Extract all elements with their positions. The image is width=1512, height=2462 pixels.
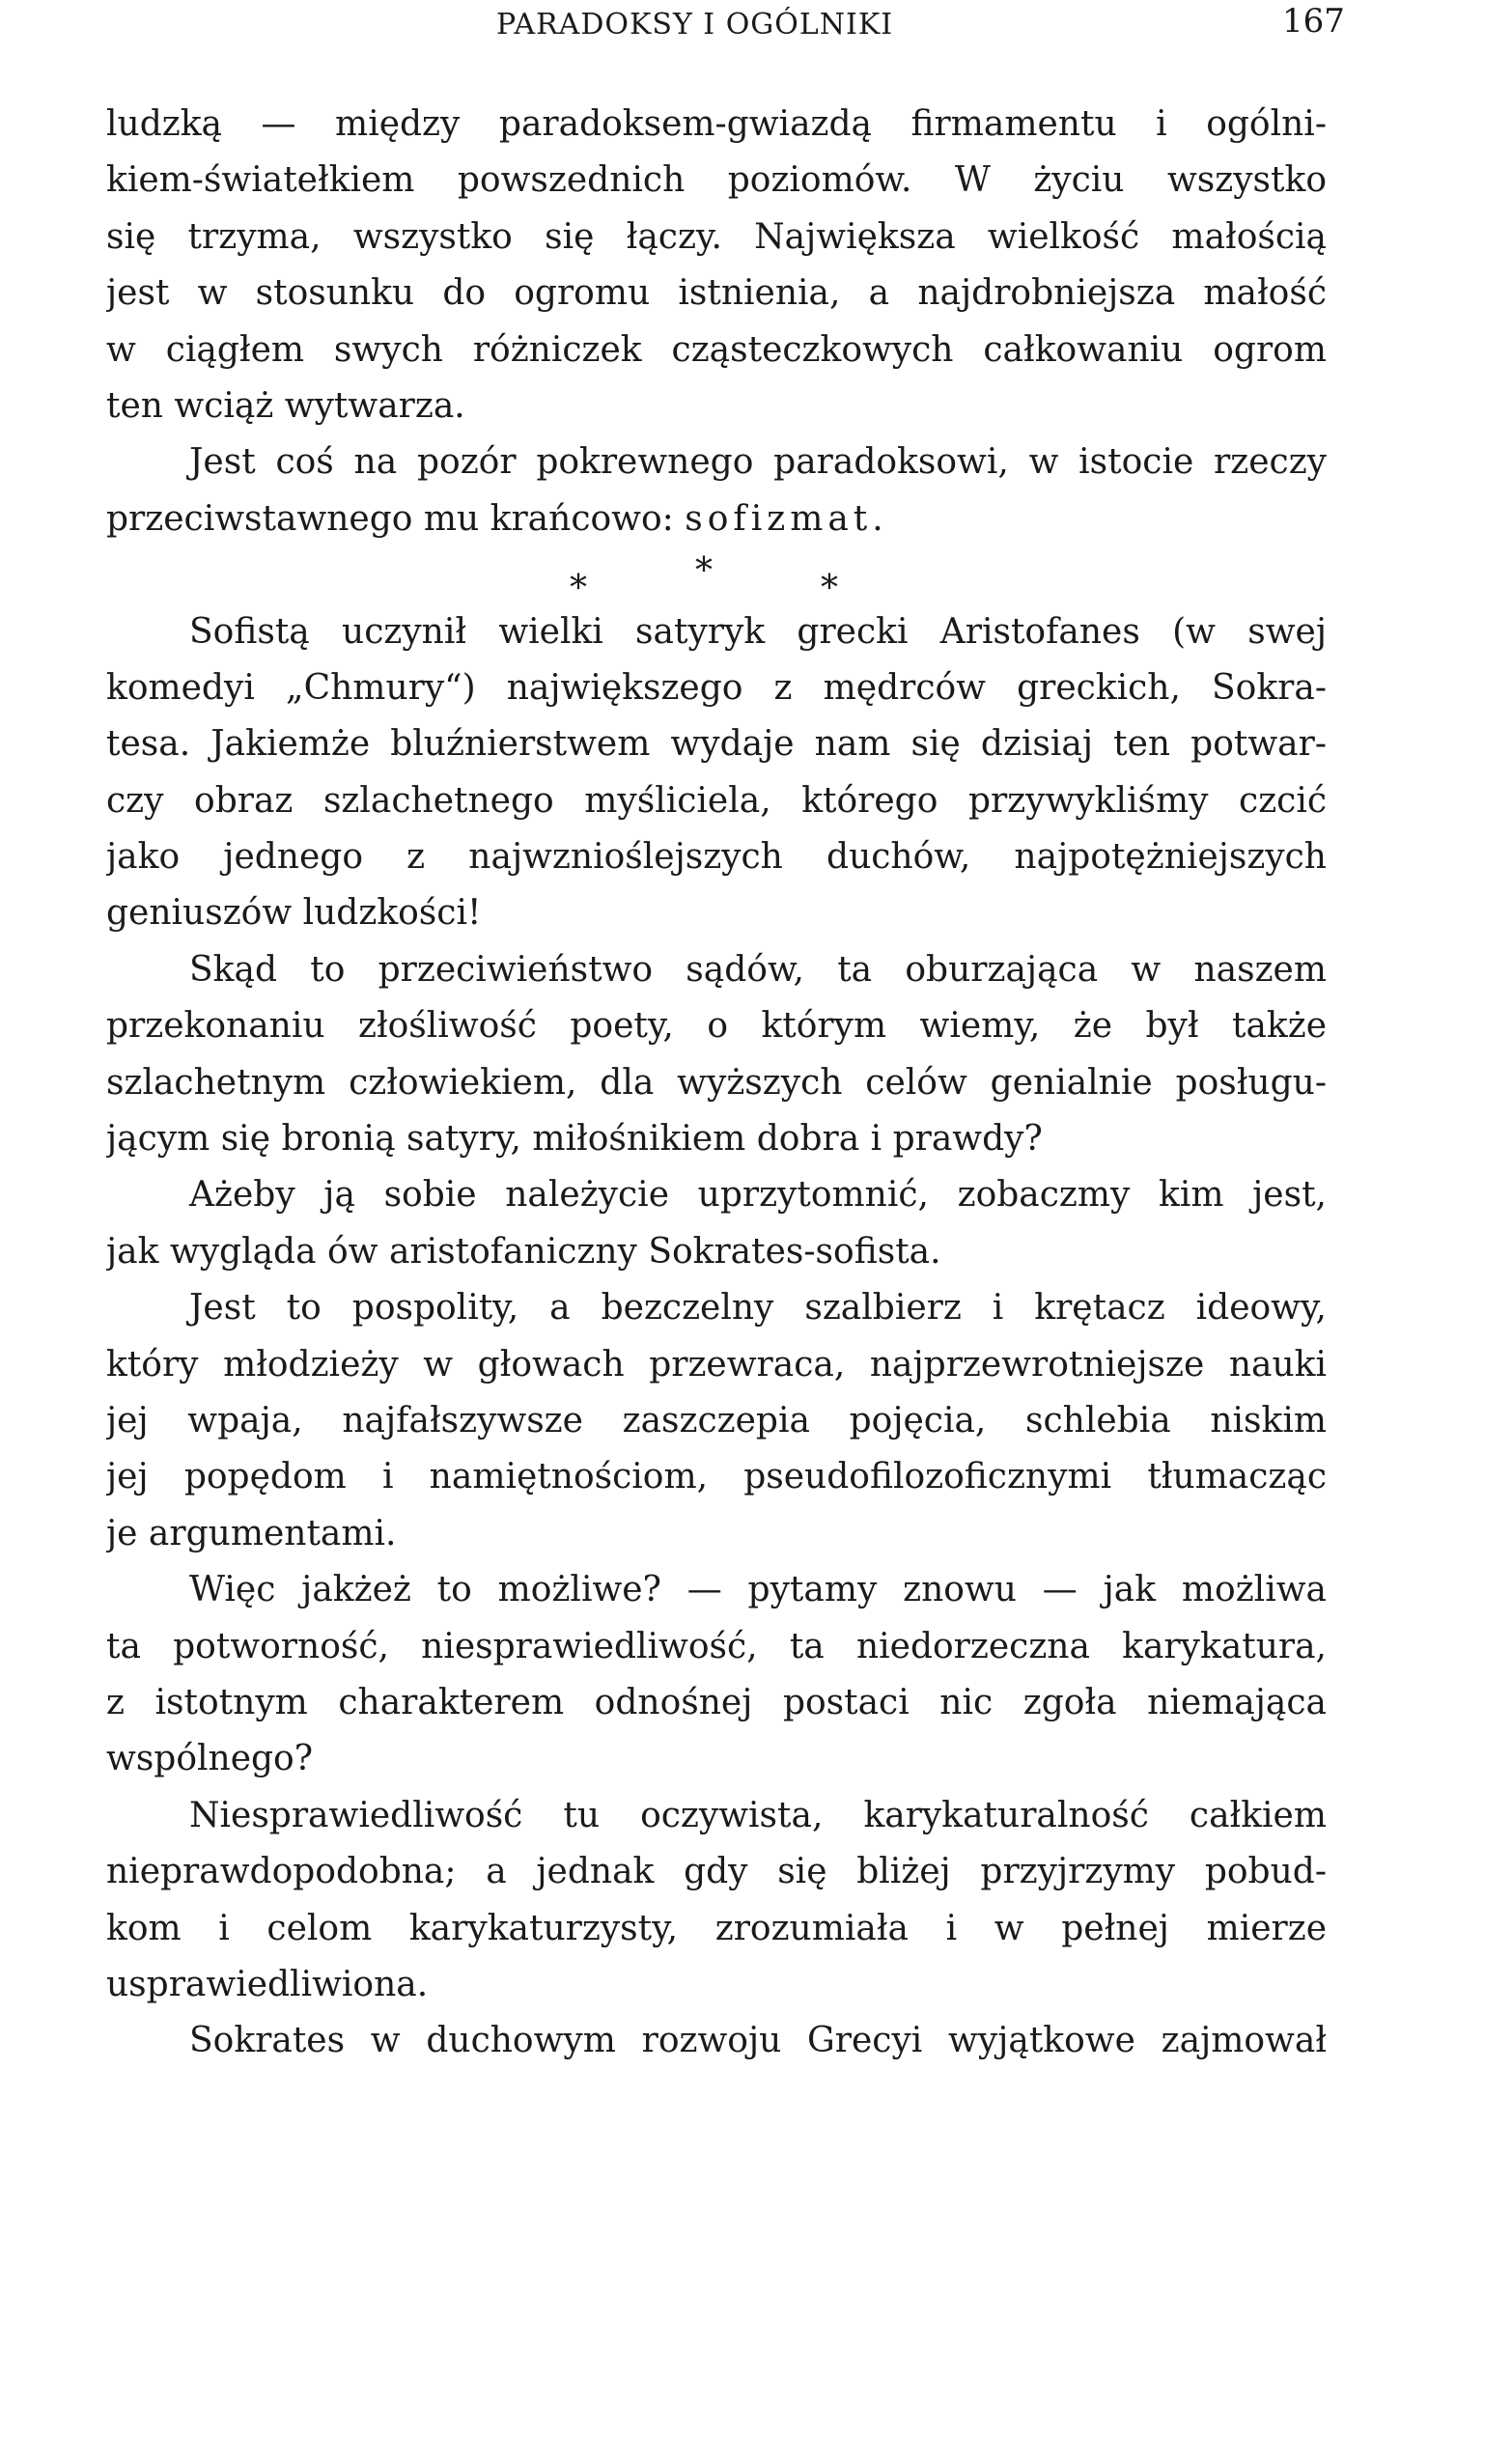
page-number: 167 (1282, 2, 1345, 41)
text-line: jak wygląda ów aristofaniczny Sokrates-sofista. (106, 1231, 941, 1272)
text-line: Więc jakżeż to możliwe? — pytamy znowu — jak możliwa (189, 1570, 1327, 1610)
text-line: je argumentami. (106, 1513, 397, 1553)
text-line: się trzyma, wszystko się łączy. Największa wielkość małością (106, 216, 1327, 257)
asterisk: * (570, 569, 587, 609)
text-line (106, 491, 1327, 547)
text-line: w ciągłem swych różniczek cząsteczkowych całkowaniu ogrom (106, 329, 1327, 370)
running-head (0, 0, 1512, 58)
asterism-separator (106, 547, 1327, 609)
text-line: przekonaniu złośliwość poety, o którym wiemy, że był także (106, 1006, 1327, 1047)
text-line: jako jednego z najwznioślejszych duchów, najpotężniejszych (106, 837, 1327, 878)
paragraph-9 (106, 2013, 1327, 2069)
emphasized-word: sofizmat. (685, 498, 888, 539)
running-title: PARADOKSY I OGÓLNIKI (496, 8, 894, 42)
text-line: jest w stosunku do ogromu istnienia, a najdrobniejsza małość (106, 273, 1327, 314)
text-line: Jest to pospolity, a bezczelny szalbierz i krętacz ideowy, (189, 1288, 1327, 1329)
text-line: komedyi „Chmury“) największego z mędrców greckich, Sokra- (106, 667, 1327, 708)
text-line: kom i celom karykaturzysty, zrozumiała i w pełnej mierze (106, 1908, 1327, 1948)
paragraph-1 (106, 97, 1327, 434)
text-line: jej wpaja, najfałszywsze zaszczepia pojęcia, schlebia niskim (106, 1400, 1327, 1441)
paragraph-5 (106, 1167, 1327, 1280)
text-line: tesa. Jakiemże bluźnierstwem wydaje nam się dzisiaj ten potwar- (106, 724, 1327, 765)
text-line: geniuszów ludzkości! (106, 893, 482, 934)
text-line: wspólnego? (106, 1739, 314, 1779)
paragraph-4 (106, 942, 1327, 1168)
text-line: Niesprawiedliwość tu oczywista, karykaturalność całkiem (189, 1795, 1327, 1835)
text-line: Jest coś na pozór pokrewnego paradoksowi, w istocie rzeczy (189, 442, 1327, 483)
text-line: szlachetnym człowiekiem, dla wyższych celów genialnie posługu- (106, 1062, 1327, 1103)
text-line: nieprawdopodobna; a jednak gdy się bliżej przyjrzymy pobud- (106, 1852, 1327, 1892)
text-line: ten wciąż wytwarza. (106, 385, 465, 426)
text-line: Skąd to przeciwieństwo sądów, ta oburzająca w naszem (189, 949, 1327, 990)
paragraph-3 (106, 604, 1327, 942)
text-line: z istotnym charakterem odnośnej postaci nic zgoła niemająca (106, 1682, 1327, 1722)
text-block (106, 97, 1327, 2070)
text-line: Sokrates w duchowym rozwoju Grecyi wyjątkowe zajmował (189, 2021, 1327, 2061)
text-line: który młodzieży w głowach przewraca, najprzewrotniejsze nauki (106, 1344, 1327, 1385)
text-line: ludzką — między paradoksem-gwiazdą firmamentu i ogólni- (106, 104, 1327, 144)
text-run: przeciwstawnego mu krańcowo: (106, 498, 686, 539)
text-line: usprawiedliwiona. (106, 1964, 429, 2004)
text-line: jącym się bronią satyry, miłośnikiem dobra i prawdy? (106, 1119, 1043, 1160)
asterisk: * (695, 551, 713, 592)
paragraph-6 (106, 1280, 1327, 1562)
paragraph-7 (106, 1562, 1327, 1788)
text-line: Sofistą uczynił wielki satyryk grecki Aristofanes (w swej (189, 611, 1327, 652)
paragraph-2 (106, 434, 1327, 547)
paragraph-8 (106, 1788, 1327, 2014)
text-line: jej popędom i namiętnościom, pseudofilozoficznymi tłumacząc (106, 1457, 1327, 1497)
asterisk: * (821, 569, 838, 609)
text-line: kiem-światełkiem powszednich poziomów. W życiu wszystko (106, 160, 1327, 201)
text-line: Ażeby ją sobie należycie uprzytomnić, zobaczmy kim jest, (189, 1175, 1327, 1216)
text-line: ta potworność, niesprawiedliwość, ta niedorzeczna karykatura, (106, 1626, 1327, 1666)
text-line: czy obraz szlachetnego myśliciela, którego przywykliśmy czcić (106, 780, 1327, 821)
